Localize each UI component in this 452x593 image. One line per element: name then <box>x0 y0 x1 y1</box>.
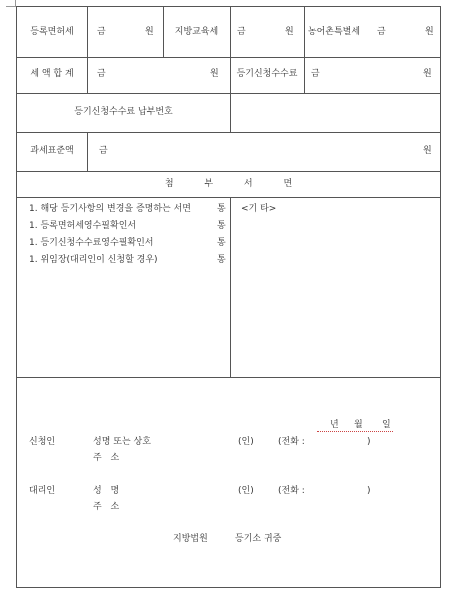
rule-attach-header-bottom <box>17 197 440 198</box>
attachment-item-1: 1. 해당 등기사항의 변경을 증명하는 서면 <box>29 204 191 214</box>
attachment-item-4: 1. 위임장(대리인이 신청할 경우) <box>29 255 158 265</box>
rural-tax-unit-b: 원 <box>425 27 434 37</box>
fee-payment-number-label: 등기신청수수료 납부번호 <box>74 107 173 117</box>
attachment-item-3: 1. 등기신청수수료영수필확인서 <box>29 238 154 248</box>
total-tax-unit-a: 금 <box>97 69 106 79</box>
attachments-header: 첨 부 서 면 <box>164 179 293 189</box>
application-form <box>16 6 441 588</box>
rule-attach-mid <box>230 197 231 377</box>
agent-label: 대리인 <box>29 486 56 496</box>
registration-fee-label: 등기신청수수료 <box>236 69 298 79</box>
reg-tax-unit-b: 원 <box>145 27 154 37</box>
rule-row3-bottom <box>17 132 440 133</box>
tax-base-label: 과세표준액 <box>30 146 74 156</box>
rule-label-col <box>87 7 88 93</box>
attachment-item-2: 1. 등록면허세영수필확인서 <box>29 221 137 231</box>
rule-row4-bottom <box>17 171 440 172</box>
rural-tax-unit-a: 금 <box>377 27 386 37</box>
agent-phone-close: ) <box>367 486 371 496</box>
agent-seal: (인) <box>238 486 254 496</box>
reg-tax-unit-a: 금 <box>97 27 106 37</box>
agent-phone-label: (전화 : <box>278 486 305 496</box>
total-tax-unit-b: 원 <box>210 69 219 79</box>
date-month: 월 <box>354 420 363 430</box>
local-edu-unit-a: 금 <box>237 27 246 37</box>
agent-address-label: 주 소 <box>93 502 120 512</box>
date-underline <box>317 431 393 432</box>
registry-label: 등기소 귀중 <box>235 534 282 544</box>
applicant-label: 신청인 <box>29 437 56 447</box>
attachment-item-3-unit: 통 <box>217 238 226 248</box>
attachment-item-4-unit: 통 <box>217 255 226 265</box>
other-label: <기 타> <box>241 204 277 214</box>
attachment-item-1-unit: 통 <box>217 204 226 214</box>
applicant-seal: (인) <box>238 437 254 447</box>
rule-col4 <box>304 7 305 93</box>
reg-tax-label: 등록면허세 <box>30 27 74 37</box>
local-edu-unit-b: 원 <box>285 27 294 37</box>
rule-row1-bottom <box>17 57 440 58</box>
registration-fee-unit-b: 원 <box>423 69 432 79</box>
local-edu-label: 지방교육세 <box>174 27 219 37</box>
court-label: 지방법원 <box>173 534 208 544</box>
registration-fee-unit-a: 금 <box>311 69 320 79</box>
applicant-name-label: 성명 또는 상호 <box>93 437 151 447</box>
tax-base-unit-b: 원 <box>423 146 432 156</box>
date-day: 일 <box>382 420 391 430</box>
rural-tax-label: 농어촌특별세 <box>307 27 361 37</box>
rule-attach-bottom <box>17 377 440 378</box>
rule-label-col-r4 <box>87 132 88 171</box>
rule-row2-bottom <box>17 93 440 94</box>
total-tax-label: 세 액 합 계 <box>30 69 74 79</box>
applicant-phone-label: (전화 : <box>278 437 305 447</box>
tax-base-unit-a: 금 <box>99 146 108 156</box>
applicant-address-label: 주 소 <box>93 453 120 463</box>
applicant-phone-close: ) <box>367 437 371 447</box>
agent-name-label: 성 명 <box>93 486 120 496</box>
date-year: 년 <box>330 420 339 430</box>
attachment-item-2-unit: 통 <box>217 221 226 231</box>
